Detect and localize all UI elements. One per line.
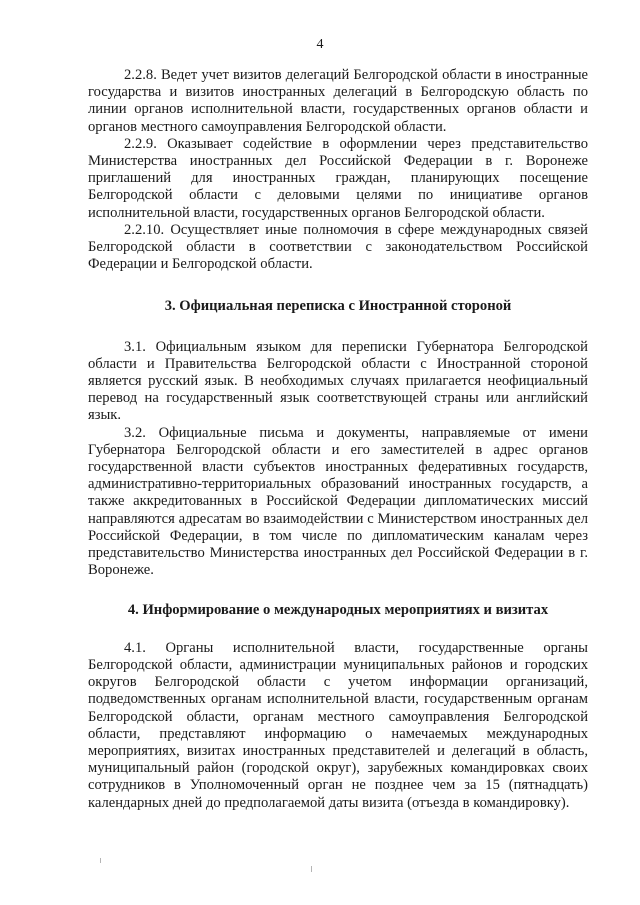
- paragraph-3-2: 3.2. Официальные письма и документы, направляемые от имени Губернатора Белгородской области и его заместителей в адрес органов государственной власти субъектов иностранных федеративных государств, административно-территориальных образований иностранных государств, а также аккредитованных в Российской Федерации дипломатических миссий направляются адресатам во взаимодействии с Министерством иностранных дел Российской Федерации, в том числе по дипломатическим каналам через представительство Министерства иностранных дел Российской Федерации в г. Воронеже.: [88, 424, 588, 579]
- scan-artifact-mark: [311, 866, 312, 872]
- paragraph-2-2-10: 2.2.10. Осуществляет иные полномочия в сфере международных связей Белгородской области в соответствии с законодательством Российской Федерации и Белгородской области.: [88, 221, 588, 273]
- section-4-heading: 4. Информирование о международных мероприятиях и визитах: [127, 602, 549, 619]
- section-3-heading: 3. Официальная переписка с Иностранной стороной: [164, 298, 512, 315]
- paragraph-3-1: 3.1. Официальным языком для переписки Губернатора Белгородской области и Правительства Белгородской области с Иностранной стороной является русский язык. В необходимых случаях прилагается неофициальный перевод на государственный язык соответствующей страны или английский язык.: [88, 338, 588, 424]
- page-number: 4: [316, 37, 324, 52]
- paragraph-2-2-9: 2.2.9. Оказывает содействие в оформлении через представительство Министерства иностранных дел Российской Федерации в г. Воронеже приглашений для иностранных граждан, планирующих посещение Белгородской области с деловыми целями по инициативе органов исполнительной власти, государственных органов Белгородской области.: [88, 135, 588, 221]
- document-body: [88, 67, 588, 812]
- scan-artifact-mark: [100, 858, 101, 863]
- paragraph-2-2-8: 2.2.8. Ведет учет визитов делегаций Белгородской области в иностранные государства и визитов иностранных делегаций в Белгородскую область по линии органов исполнительной власти, государственных органов области и органов местного самоуправления Белгородской области.: [88, 67, 588, 135]
- paragraph-4-1: 4.1. Органы исполнительной власти, государственные органы Белгородской области, администрации муниципальных районов и городских округов Белгородской области с учетом информации организаций, подведомственных органам исполнительной власти, государственным органам Белгородской области, органам местного самоуправления Белгородской области, представляют информацию о намечаемых международных мероприятиях, визитах иностранных представителей и делегаций в область, муниципальный район (городской округ), зарубежных командировках своих сотрудников в Уполномоченный орган не позднее чем за 15 (пятнадцать) календарных дней до предполагаемой даты визита (отъезда в командировку).: [88, 639, 588, 811]
